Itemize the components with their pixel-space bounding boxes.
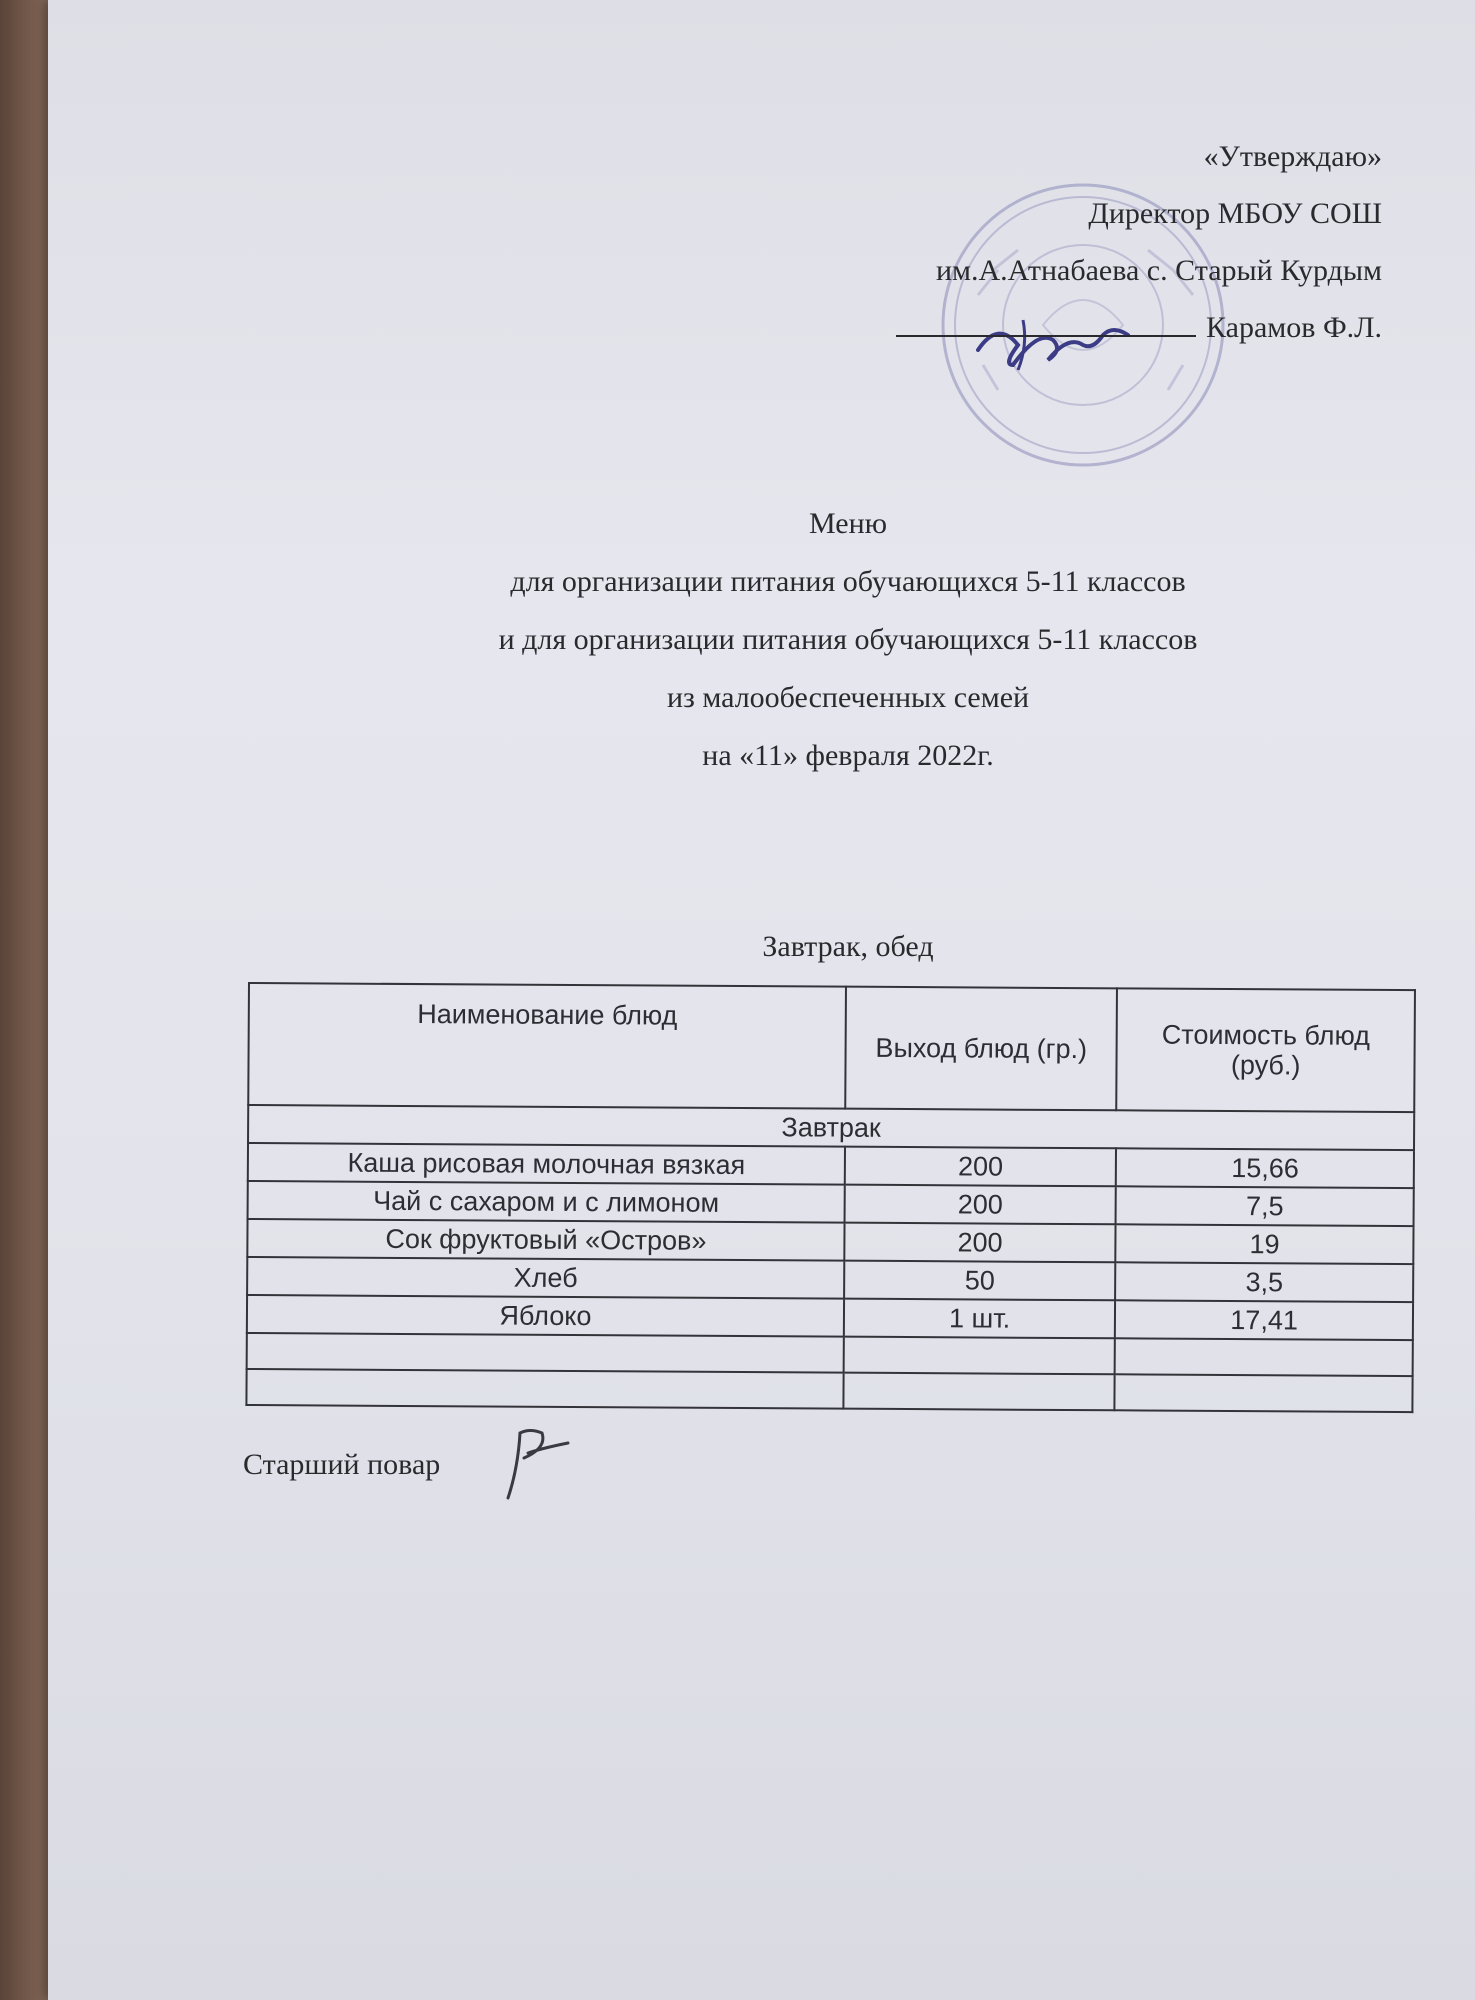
menu-subtitle-1: для организации питания обучающихся 5-11 классов [510,565,1186,598]
cook-label: Старший повар [243,1448,441,1481]
header-dish-output: Выход блюд (гр.) [845,987,1117,1111]
dish-output: 200 [844,1223,1116,1263]
menu-heading [348,495,1348,785]
document-page [48,0,1475,2000]
menu-date: на «11» февраля 2022г. [702,739,994,772]
approval-heading: «Утверждаю» [1203,140,1382,173]
section-breakfast: Завтрак [248,1105,1414,1150]
dish-output: 1 шт. [844,1299,1116,1339]
approval-signatory: Карамов Ф.Л. [1206,311,1382,344]
dish-name: Яблоко [247,1295,844,1337]
dish-cost: 17,41 [1115,1300,1413,1340]
cook-signature [488,1418,578,1508]
empty-table-row [246,1369,1412,1412]
dish-output: 50 [844,1261,1116,1301]
dish-output: 200 [845,1185,1117,1225]
header-dish-name: Наименование блюд [248,983,846,1109]
empty-cell [246,1369,843,1409]
dish-output: 200 [845,1147,1117,1187]
dish-cost: 15,66 [1116,1148,1414,1188]
empty-cell [247,1333,844,1373]
dish-cost: 7,5 [1116,1186,1414,1226]
approval-school: им.А.Атнабаева с. Старый Курдым [935,254,1382,287]
empty-cell [1115,1374,1413,1412]
meal-section-title: Завтрак, обед [762,930,934,963]
empty-cell [844,1337,1116,1375]
dish-name: Чай с сахаром и с лимоном [248,1181,845,1223]
menu-subtitle-3: из малообеспеченных семей [666,681,1030,714]
menu-subtitle-2: и для организации питания обучающихся 5-11 классов [498,623,1198,656]
dish-name: Хлеб [247,1257,844,1299]
dish-cost: 19 [1116,1224,1414,1264]
approval-position: Директор МБОУ СОШ [1088,197,1382,230]
dish-name: Каша рисовая молочная вязкая [248,1143,845,1185]
menu-title: Меню [808,507,888,540]
empty-cell [1115,1338,1413,1376]
menu-table [245,982,1416,1413]
empty-cell [843,1373,1115,1411]
signature-underline [896,313,1196,337]
header-dish-cost: Стоимость блюд (руб.) [1117,988,1415,1112]
approval-signature-line [896,299,1382,356]
dish-name: Сок фруктовый «Остров» [247,1219,844,1261]
dish-cost: 3,5 [1115,1262,1413,1302]
approval-block [896,128,1382,356]
table-header-row [248,983,1415,1112]
